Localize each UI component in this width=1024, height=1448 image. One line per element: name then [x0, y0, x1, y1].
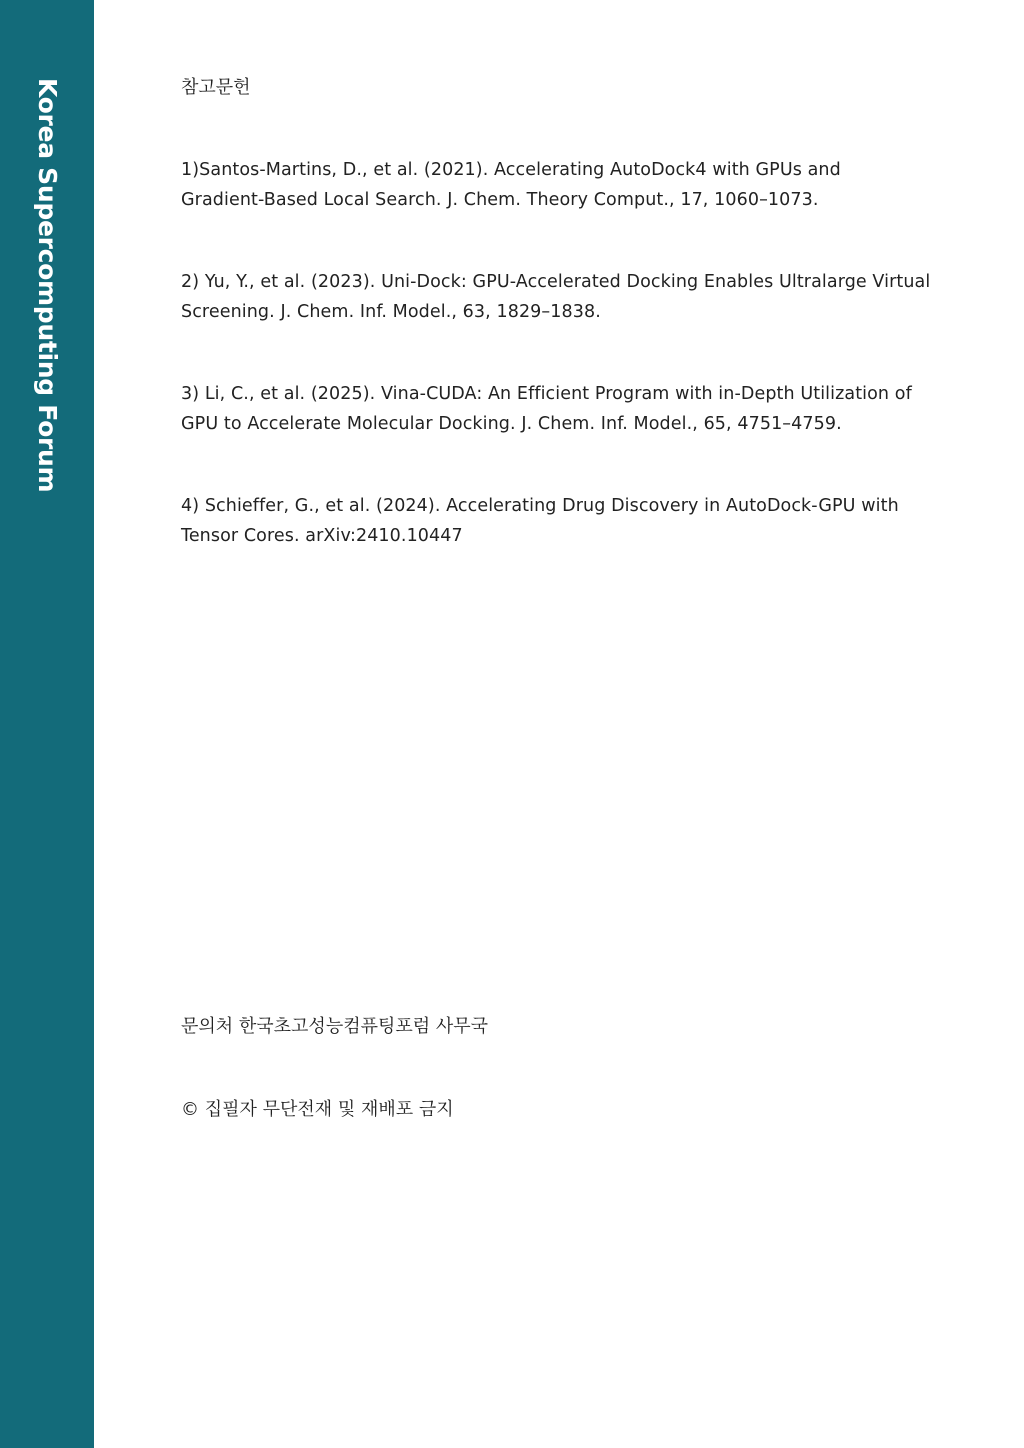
reference-line: GPU to Accelerate Molecular Docking. J. Chem. Inf. Model., 65, 4751–4759. [181, 414, 842, 434]
reference-line: 2) Yu, Y., et al. (2023). Uni-Dock: GPU-Accelerated Docking Enables Ultralarge Virtual [181, 272, 931, 292]
reference-line: 4) Schieffer, G., et al. (2024). Accelerating Drug Discovery in AutoDock-GPU with [181, 496, 899, 516]
sidebar-title: Korea Supercomputing Forum [33, 78, 62, 493]
copyright-notice: © 집필자 무단전재 및 재배포 금지 [181, 1099, 454, 1120]
contact-info: 문의처 한국초고성능컴퓨팅포럼 사무국 [181, 1016, 489, 1037]
reference-line: Screening. J. Chem. Inf. Model., 63, 1829–1838. [181, 302, 601, 322]
reference-line: Gradient-Based Local Search. J. Chem. Theory Comput., 17, 1060–1073. [181, 190, 819, 210]
reference-line: 1)Santos-Martins, D., et al. (2021). Accelerating AutoDock4 with GPUs and [181, 160, 841, 180]
reference-line: 3) Li, C., et al. (2025). Vina-CUDA: An Efficient Program with in-Depth Utilization of [181, 384, 912, 404]
reference-item [181, 491, 961, 551]
sidebar [0, 0, 94, 1448]
reference-item [181, 155, 961, 215]
reference-item [181, 267, 961, 327]
references-heading: 참고문헌 [181, 77, 251, 98]
reference-item [181, 379, 961, 439]
reference-line: Tensor Cores. arXiv:2410.10447 [181, 526, 463, 546]
